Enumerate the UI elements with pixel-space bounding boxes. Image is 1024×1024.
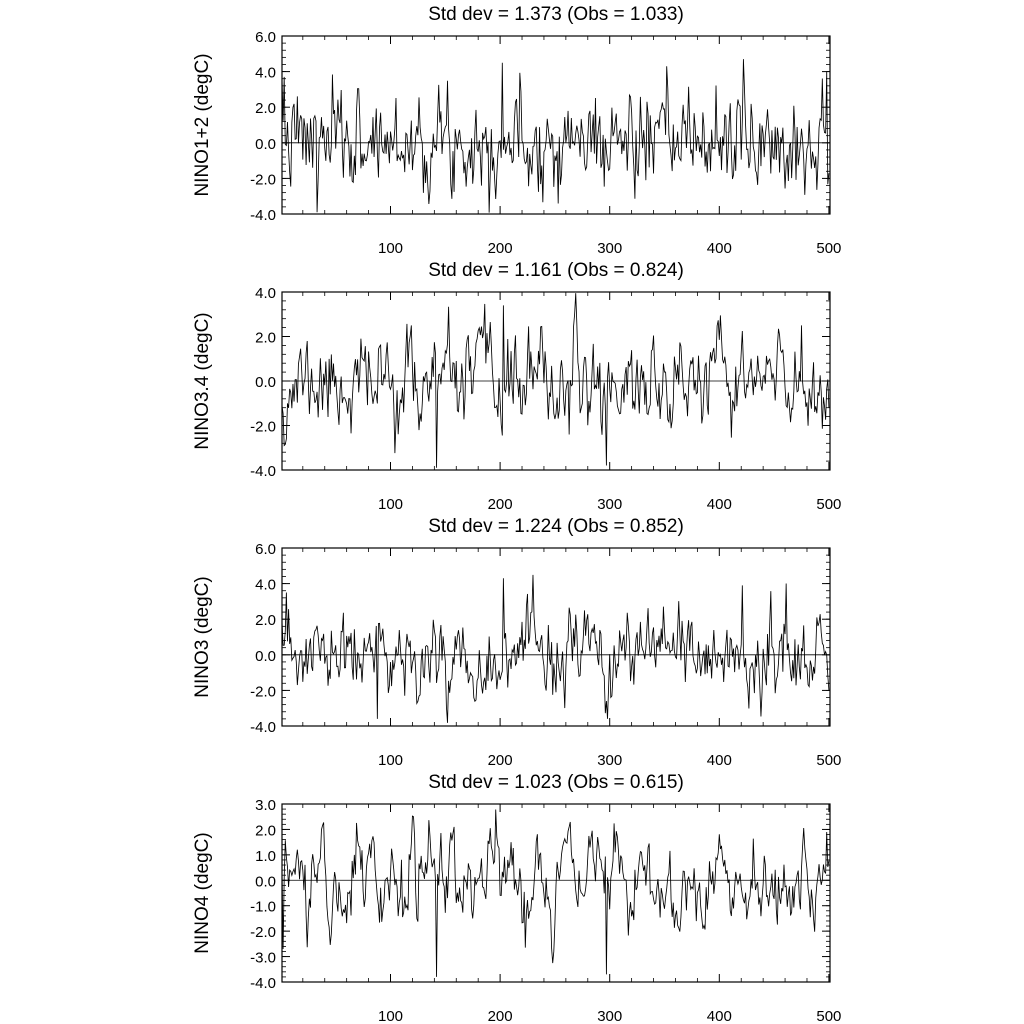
y-tick-label: 0.0 — [255, 135, 276, 153]
x-tick-label: 400 — [706, 752, 732, 769]
x-tick-label: 200 — [487, 752, 513, 769]
y-axis-label: NINO3 (degC) — [192, 576, 213, 698]
x-tick-label: 200 — [487, 240, 513, 257]
panel-title: Std dev = 1.161 (Obs = 0.824) — [428, 260, 684, 281]
y-tick-label: -2.0 — [250, 418, 276, 436]
series-line — [282, 810, 829, 977]
plot-frame — [282, 548, 830, 726]
x-tick-label: 100 — [377, 1008, 404, 1024]
y-tick-label: 0.0 — [255, 873, 276, 891]
y-tick-label: -2.0 — [250, 171, 276, 189]
y-axis-label: NINO1+2 (degC) — [192, 53, 213, 197]
panel-title: Std dev = 1.023 (Obs = 0.615) — [428, 772, 684, 793]
x-tick-label: 500 — [816, 752, 842, 769]
x-tick-label: 300 — [597, 1008, 623, 1024]
y-tick-label: 3.0 — [255, 797, 276, 814]
y-tick-label: 2.0 — [255, 822, 276, 840]
y-axis-label: NINO3.4 (degC) — [192, 312, 213, 450]
x-tick-label: 100 — [377, 240, 404, 257]
series-line — [282, 293, 829, 468]
y-tick-label: -4.0 — [250, 975, 276, 992]
panel-nino3 — [192, 516, 841, 769]
x-tick-label: 300 — [597, 752, 623, 769]
y-tick-label: -4.0 — [250, 719, 276, 736]
y-tick-label: 4.0 — [255, 64, 276, 82]
y-tick-label: 6.0 — [255, 29, 276, 46]
panel-title: Std dev = 1.373 (Obs = 1.033) — [428, 4, 684, 25]
y-tick-label: 2.0 — [255, 100, 276, 118]
y-tick-label: 4.0 — [255, 576, 276, 594]
panel-nino12 — [192, 4, 841, 257]
y-tick-label: -2.0 — [250, 683, 276, 701]
x-tick-label: 400 — [706, 1008, 732, 1024]
y-tick-label: -1.0 — [250, 898, 276, 916]
series-line — [282, 59, 829, 213]
x-tick-label: 300 — [597, 240, 623, 257]
x-tick-label: 300 — [597, 496, 623, 513]
x-tick-label: 200 — [487, 496, 513, 513]
series-line — [282, 575, 829, 723]
y-tick-label: 2.0 — [255, 612, 276, 630]
y-tick-label: -4.0 — [250, 207, 276, 224]
y-tick-label: 1.0 — [255, 847, 276, 865]
y-tick-label: -4.0 — [250, 463, 276, 480]
x-tick-label: 500 — [816, 496, 842, 513]
y-axis-label: NINO4 (degC) — [192, 832, 213, 954]
x-tick-label: 100 — [377, 496, 404, 513]
y-tick-label: 4.0 — [255, 285, 276, 302]
y-tick-label: 0.0 — [255, 647, 276, 665]
plot-frame — [282, 36, 830, 214]
panel-nino34 — [192, 260, 841, 513]
panel-title: Std dev = 1.224 (Obs = 0.852) — [428, 516, 684, 537]
y-tick-label: 6.0 — [255, 541, 276, 558]
x-tick-label: 200 — [487, 1008, 513, 1024]
panel-nino4 — [192, 772, 841, 1024]
x-tick-label: 100 — [377, 752, 404, 769]
x-tick-label: 500 — [816, 1008, 842, 1024]
y-tick-label: 2.0 — [255, 329, 276, 347]
x-tick-label: 400 — [706, 496, 732, 513]
x-tick-label: 500 — [816, 240, 842, 257]
x-tick-label: 400 — [706, 240, 732, 257]
y-tick-label: -2.0 — [250, 924, 276, 942]
y-tick-label: -3.0 — [250, 949, 276, 967]
y-tick-label: 0.0 — [255, 374, 276, 391]
